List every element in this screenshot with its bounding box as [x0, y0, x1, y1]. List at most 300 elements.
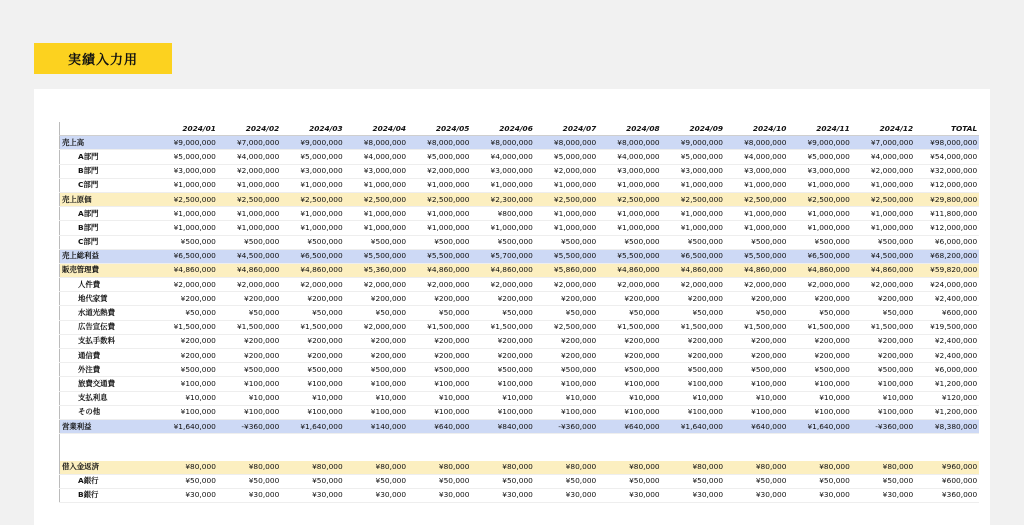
- empty-cell[interactable]: [281, 447, 344, 460]
- value-cell[interactable]: ¥5,500,000: [725, 249, 788, 263]
- value-cell[interactable]: ¥1,500,000: [408, 320, 471, 334]
- value-cell[interactable]: ¥50,000: [852, 306, 915, 320]
- value-cell[interactable]: ¥50,000: [218, 306, 281, 320]
- value-cell[interactable]: ¥200,000: [471, 334, 534, 348]
- value-cell[interactable]: ¥80,000: [598, 461, 661, 475]
- empty-cell[interactable]: [852, 447, 915, 460]
- value-cell[interactable]: ¥200,000: [535, 334, 598, 348]
- total-cell[interactable]: ¥6,000,000: [915, 235, 979, 249]
- value-cell[interactable]: ¥10,000: [535, 391, 598, 405]
- empty-cell[interactable]: [60, 434, 155, 448]
- empty-cell[interactable]: [725, 447, 788, 460]
- value-cell[interactable]: ¥4,860,000: [725, 263, 788, 277]
- value-cell[interactable]: ¥50,000: [408, 306, 471, 320]
- value-cell[interactable]: ¥1,000,000: [408, 207, 471, 221]
- empty-cell[interactable]: [662, 447, 725, 460]
- value-cell[interactable]: ¥100,000: [281, 405, 344, 419]
- empty-cell[interactable]: [852, 434, 915, 448]
- value-cell[interactable]: ¥50,000: [155, 306, 218, 320]
- value-cell[interactable]: ¥2,000,000: [535, 164, 598, 178]
- value-cell[interactable]: ¥9,000,000: [281, 136, 344, 150]
- empty-cell[interactable]: [788, 447, 851, 460]
- value-cell[interactable]: ¥1,000,000: [471, 178, 534, 192]
- total-cell[interactable]: ¥98,000,000: [915, 136, 979, 150]
- column-header[interactable]: 2024/03: [281, 122, 344, 136]
- value-cell[interactable]: ¥2,500,000: [852, 192, 915, 206]
- row-label-cell[interactable]: その他: [60, 405, 155, 419]
- empty-cell[interactable]: [788, 434, 851, 448]
- value-cell[interactable]: ¥5,500,000: [598, 249, 661, 263]
- value-cell[interactable]: ¥640,000: [725, 419, 788, 433]
- value-cell[interactable]: ¥140,000: [345, 419, 408, 433]
- value-cell[interactable]: ¥200,000: [725, 349, 788, 363]
- value-cell[interactable]: ¥200,000: [598, 292, 661, 306]
- value-cell[interactable]: ¥200,000: [345, 349, 408, 363]
- total-cell[interactable]: ¥32,000,000: [915, 164, 979, 178]
- value-cell[interactable]: ¥200,000: [471, 349, 534, 363]
- value-cell[interactable]: ¥1,000,000: [281, 178, 344, 192]
- value-cell[interactable]: ¥500,000: [788, 363, 851, 377]
- column-header[interactable]: 2024/02: [218, 122, 281, 136]
- value-cell[interactable]: ¥1,000,000: [155, 221, 218, 235]
- value-cell[interactable]: ¥80,000: [281, 461, 344, 475]
- value-cell[interactable]: ¥200,000: [852, 292, 915, 306]
- value-cell[interactable]: ¥1,640,000: [281, 419, 344, 433]
- total-cell[interactable]: ¥1,200,000: [915, 405, 979, 419]
- value-cell[interactable]: ¥500,000: [852, 363, 915, 377]
- empty-cell[interactable]: [598, 447, 661, 460]
- value-cell[interactable]: ¥30,000: [281, 488, 344, 502]
- total-cell[interactable]: ¥19,500,000: [915, 320, 979, 334]
- total-cell[interactable]: ¥960,000: [915, 461, 979, 475]
- value-cell[interactable]: ¥80,000: [852, 461, 915, 475]
- value-cell[interactable]: ¥1,000,000: [788, 178, 851, 192]
- value-cell[interactable]: ¥5,000,000: [408, 150, 471, 164]
- value-cell[interactable]: ¥1,500,000: [662, 320, 725, 334]
- value-cell[interactable]: ¥6,500,000: [281, 249, 344, 263]
- column-header[interactable]: 2024/08: [598, 122, 661, 136]
- value-cell[interactable]: ¥1,000,000: [535, 221, 598, 235]
- value-cell[interactable]: ¥1,000,000: [218, 178, 281, 192]
- value-cell[interactable]: ¥2,000,000: [218, 278, 281, 292]
- total-cell[interactable]: ¥2,400,000: [915, 292, 979, 306]
- value-cell[interactable]: ¥1,000,000: [598, 207, 661, 221]
- value-cell[interactable]: ¥1,640,000: [155, 419, 218, 433]
- value-cell[interactable]: ¥30,000: [725, 488, 788, 502]
- value-cell[interactable]: ¥1,000,000: [852, 221, 915, 235]
- value-cell[interactable]: ¥2,500,000: [535, 192, 598, 206]
- value-cell[interactable]: ¥30,000: [598, 488, 661, 502]
- row-label-cell[interactable]: 支払手数料: [60, 334, 155, 348]
- row-label-cell[interactable]: 売上原価: [60, 192, 155, 206]
- empty-cell[interactable]: [281, 434, 344, 448]
- row-label-cell[interactable]: 通信費: [60, 349, 155, 363]
- empty-cell[interactable]: [218, 434, 281, 448]
- value-cell[interactable]: ¥50,000: [535, 474, 598, 488]
- value-cell[interactable]: ¥1,500,000: [725, 320, 788, 334]
- value-cell[interactable]: ¥4,860,000: [788, 263, 851, 277]
- row-label-cell[interactable]: C部門: [60, 235, 155, 249]
- value-cell[interactable]: ¥80,000: [662, 461, 725, 475]
- column-header[interactable]: 2024/11: [788, 122, 851, 136]
- value-cell[interactable]: ¥5,000,000: [281, 150, 344, 164]
- value-cell[interactable]: ¥200,000: [852, 349, 915, 363]
- value-cell[interactable]: ¥100,000: [535, 405, 598, 419]
- value-cell[interactable]: ¥100,000: [471, 405, 534, 419]
- value-cell[interactable]: ¥50,000: [788, 306, 851, 320]
- value-cell[interactable]: ¥1,000,000: [345, 207, 408, 221]
- value-cell[interactable]: ¥500,000: [788, 235, 851, 249]
- column-header[interactable]: 2024/10: [725, 122, 788, 136]
- row-label-cell[interactable]: A銀行: [60, 474, 155, 488]
- value-cell[interactable]: ¥840,000: [471, 419, 534, 433]
- value-cell[interactable]: ¥2,000,000: [408, 164, 471, 178]
- value-cell[interactable]: ¥30,000: [788, 488, 851, 502]
- row-label-cell[interactable]: A部門: [60, 150, 155, 164]
- value-cell[interactable]: ¥500,000: [345, 363, 408, 377]
- value-cell[interactable]: ¥500,000: [408, 363, 471, 377]
- value-cell[interactable]: ¥3,000,000: [471, 164, 534, 178]
- value-cell[interactable]: ¥1,000,000: [535, 178, 598, 192]
- value-cell[interactable]: ¥1,000,000: [155, 207, 218, 221]
- empty-cell[interactable]: [408, 434, 471, 448]
- value-cell[interactable]: ¥10,000: [155, 391, 218, 405]
- value-cell[interactable]: ¥200,000: [218, 292, 281, 306]
- value-cell[interactable]: ¥500,000: [408, 235, 471, 249]
- value-cell[interactable]: ¥1,000,000: [788, 221, 851, 235]
- value-cell[interactable]: ¥2,000,000: [408, 278, 471, 292]
- value-cell[interactable]: ¥200,000: [408, 292, 471, 306]
- empty-cell[interactable]: [345, 434, 408, 448]
- value-cell[interactable]: ¥4,860,000: [598, 263, 661, 277]
- value-cell[interactable]: ¥1,500,000: [471, 320, 534, 334]
- value-cell[interactable]: ¥5,000,000: [662, 150, 725, 164]
- value-cell[interactable]: ¥10,000: [852, 391, 915, 405]
- value-cell[interactable]: ¥3,000,000: [155, 164, 218, 178]
- value-cell[interactable]: ¥4,500,000: [218, 249, 281, 263]
- value-cell[interactable]: ¥30,000: [535, 488, 598, 502]
- value-cell[interactable]: ¥1,500,000: [281, 320, 344, 334]
- value-cell[interactable]: ¥100,000: [725, 377, 788, 391]
- value-cell[interactable]: ¥100,000: [662, 405, 725, 419]
- value-cell[interactable]: ¥5,700,000: [471, 249, 534, 263]
- value-cell[interactable]: ¥50,000: [852, 474, 915, 488]
- value-cell[interactable]: ¥100,000: [281, 377, 344, 391]
- total-cell[interactable]: ¥54,000,000: [915, 150, 979, 164]
- row-label-cell[interactable]: 外注費: [60, 363, 155, 377]
- value-cell[interactable]: ¥1,000,000: [662, 221, 725, 235]
- value-cell[interactable]: ¥80,000: [155, 461, 218, 475]
- value-cell[interactable]: ¥100,000: [408, 377, 471, 391]
- value-cell[interactable]: ¥500,000: [155, 235, 218, 249]
- value-cell[interactable]: ¥1,000,000: [281, 221, 344, 235]
- value-cell[interactable]: ¥50,000: [281, 306, 344, 320]
- value-cell[interactable]: ¥200,000: [852, 334, 915, 348]
- row-label-cell[interactable]: 売上総利益: [60, 249, 155, 263]
- value-cell[interactable]: ¥4,500,000: [852, 249, 915, 263]
- row-label-cell[interactable]: 支払利息: [60, 391, 155, 405]
- value-cell[interactable]: ¥200,000: [345, 334, 408, 348]
- value-cell[interactable]: ¥200,000: [662, 292, 725, 306]
- value-cell[interactable]: ¥500,000: [471, 235, 534, 249]
- value-cell[interactable]: ¥1,000,000: [155, 178, 218, 192]
- value-cell[interactable]: ¥500,000: [471, 363, 534, 377]
- value-cell[interactable]: ¥2,000,000: [345, 320, 408, 334]
- column-header[interactable]: 2024/04: [345, 122, 408, 136]
- row-label-cell[interactable]: 売上高: [60, 136, 155, 150]
- value-cell[interactable]: ¥9,000,000: [155, 136, 218, 150]
- value-cell[interactable]: ¥30,000: [662, 488, 725, 502]
- value-cell[interactable]: ¥5,500,000: [408, 249, 471, 263]
- value-cell[interactable]: ¥1,000,000: [408, 221, 471, 235]
- total-cell[interactable]: ¥29,800,000: [915, 192, 979, 206]
- value-cell[interactable]: ¥1,000,000: [852, 207, 915, 221]
- total-cell[interactable]: ¥600,000: [915, 306, 979, 320]
- empty-cell[interactable]: [60, 447, 155, 460]
- value-cell[interactable]: ¥50,000: [725, 474, 788, 488]
- value-cell[interactable]: ¥2,000,000: [662, 278, 725, 292]
- empty-cell[interactable]: [662, 434, 725, 448]
- value-cell[interactable]: ¥3,000,000: [281, 164, 344, 178]
- value-cell[interactable]: ¥2,500,000: [218, 192, 281, 206]
- value-cell[interactable]: ¥1,000,000: [788, 207, 851, 221]
- column-header[interactable]: TOTAL: [915, 122, 979, 136]
- value-cell[interactable]: ¥4,000,000: [471, 150, 534, 164]
- empty-cell[interactable]: [345, 447, 408, 460]
- value-cell[interactable]: ¥500,000: [155, 363, 218, 377]
- value-cell[interactable]: ¥2,000,000: [471, 278, 534, 292]
- value-cell[interactable]: ¥10,000: [408, 391, 471, 405]
- value-cell[interactable]: ¥7,000,000: [218, 136, 281, 150]
- value-cell[interactable]: ¥200,000: [788, 292, 851, 306]
- value-cell[interactable]: ¥100,000: [598, 405, 661, 419]
- value-cell[interactable]: ¥6,500,000: [788, 249, 851, 263]
- value-cell[interactable]: ¥30,000: [852, 488, 915, 502]
- value-cell[interactable]: ¥500,000: [725, 363, 788, 377]
- value-cell[interactable]: ¥80,000: [471, 461, 534, 475]
- value-cell[interactable]: ¥200,000: [535, 349, 598, 363]
- value-cell[interactable]: ¥1,000,000: [471, 221, 534, 235]
- value-cell[interactable]: ¥8,000,000: [408, 136, 471, 150]
- empty-cell[interactable]: [725, 434, 788, 448]
- value-cell[interactable]: ¥500,000: [218, 235, 281, 249]
- value-cell[interactable]: ¥80,000: [725, 461, 788, 475]
- value-cell[interactable]: ¥4,860,000: [662, 263, 725, 277]
- value-cell[interactable]: ¥1,000,000: [218, 207, 281, 221]
- value-cell[interactable]: ¥100,000: [852, 377, 915, 391]
- value-cell[interactable]: ¥4,860,000: [852, 263, 915, 277]
- value-cell[interactable]: ¥100,000: [408, 405, 471, 419]
- row-label-cell[interactable]: 広告宣伝費: [60, 320, 155, 334]
- value-cell[interactable]: ¥200,000: [662, 349, 725, 363]
- value-cell[interactable]: ¥1,500,000: [852, 320, 915, 334]
- value-cell[interactable]: ¥5,860,000: [535, 263, 598, 277]
- value-cell[interactable]: ¥1,000,000: [535, 207, 598, 221]
- value-cell[interactable]: ¥50,000: [725, 306, 788, 320]
- value-cell[interactable]: ¥2,000,000: [598, 278, 661, 292]
- value-cell[interactable]: ¥1,000,000: [662, 207, 725, 221]
- value-cell[interactable]: ¥5,000,000: [788, 150, 851, 164]
- value-cell[interactable]: ¥200,000: [725, 292, 788, 306]
- empty-cell[interactable]: [535, 434, 598, 448]
- value-cell[interactable]: ¥10,000: [345, 391, 408, 405]
- value-cell[interactable]: ¥2,000,000: [218, 164, 281, 178]
- total-cell[interactable]: ¥12,000,000: [915, 178, 979, 192]
- value-cell[interactable]: ¥8,000,000: [725, 136, 788, 150]
- value-cell[interactable]: ¥4,860,000: [281, 263, 344, 277]
- value-cell[interactable]: ¥2,000,000: [852, 164, 915, 178]
- value-cell[interactable]: ¥50,000: [471, 306, 534, 320]
- value-cell[interactable]: ¥50,000: [535, 306, 598, 320]
- value-cell[interactable]: ¥1,000,000: [598, 178, 661, 192]
- value-cell[interactable]: ¥80,000: [408, 461, 471, 475]
- value-cell[interactable]: ¥2,500,000: [535, 320, 598, 334]
- value-cell[interactable]: ¥100,000: [598, 377, 661, 391]
- value-cell[interactable]: ¥50,000: [218, 474, 281, 488]
- value-cell[interactable]: ¥200,000: [725, 334, 788, 348]
- value-cell[interactable]: ¥200,000: [662, 334, 725, 348]
- value-cell[interactable]: ¥80,000: [788, 461, 851, 475]
- value-cell[interactable]: ¥200,000: [598, 349, 661, 363]
- value-cell[interactable]: ¥1,000,000: [281, 207, 344, 221]
- value-cell[interactable]: ¥200,000: [598, 334, 661, 348]
- value-cell[interactable]: ¥5,500,000: [535, 249, 598, 263]
- value-cell[interactable]: ¥200,000: [345, 292, 408, 306]
- value-cell[interactable]: ¥10,000: [788, 391, 851, 405]
- total-cell[interactable]: ¥120,000: [915, 391, 979, 405]
- column-header[interactable]: 2024/06: [471, 122, 534, 136]
- value-cell[interactable]: ¥5,500,000: [345, 249, 408, 263]
- value-cell[interactable]: ¥500,000: [725, 235, 788, 249]
- value-cell[interactable]: ¥4,860,000: [218, 263, 281, 277]
- value-cell[interactable]: ¥100,000: [788, 377, 851, 391]
- value-cell[interactable]: ¥2,000,000: [155, 278, 218, 292]
- value-cell[interactable]: ¥6,500,000: [155, 249, 218, 263]
- total-cell[interactable]: ¥360,000: [915, 488, 979, 502]
- value-cell[interactable]: ¥50,000: [155, 474, 218, 488]
- value-cell[interactable]: ¥200,000: [408, 349, 471, 363]
- total-cell[interactable]: ¥68,200,000: [915, 249, 979, 263]
- value-cell[interactable]: ¥100,000: [345, 377, 408, 391]
- value-cell[interactable]: ¥10,000: [281, 391, 344, 405]
- value-cell[interactable]: -¥360,000: [852, 419, 915, 433]
- empty-cell[interactable]: [471, 447, 534, 460]
- value-cell[interactable]: ¥4,000,000: [598, 150, 661, 164]
- column-header[interactable]: 2024/05: [408, 122, 471, 136]
- value-cell[interactable]: ¥200,000: [155, 349, 218, 363]
- value-cell[interactable]: ¥2,000,000: [725, 278, 788, 292]
- row-label-cell[interactable]: B銀行: [60, 488, 155, 502]
- value-cell[interactable]: ¥500,000: [281, 363, 344, 377]
- value-cell[interactable]: ¥4,000,000: [725, 150, 788, 164]
- value-cell[interactable]: ¥50,000: [662, 474, 725, 488]
- value-cell[interactable]: ¥500,000: [598, 363, 661, 377]
- value-cell[interactable]: ¥3,000,000: [598, 164, 661, 178]
- value-cell[interactable]: ¥200,000: [788, 349, 851, 363]
- total-cell[interactable]: ¥59,820,000: [915, 263, 979, 277]
- value-cell[interactable]: ¥2,000,000: [852, 278, 915, 292]
- value-cell[interactable]: ¥50,000: [662, 306, 725, 320]
- value-cell[interactable]: ¥1,000,000: [598, 221, 661, 235]
- value-cell[interactable]: ¥30,000: [155, 488, 218, 502]
- row-label-cell[interactable]: 借入金返済: [60, 461, 155, 475]
- value-cell[interactable]: ¥500,000: [345, 235, 408, 249]
- value-cell[interactable]: ¥500,000: [535, 235, 598, 249]
- value-cell[interactable]: ¥500,000: [535, 363, 598, 377]
- value-cell[interactable]: ¥10,000: [598, 391, 661, 405]
- value-cell[interactable]: ¥1,000,000: [852, 178, 915, 192]
- column-header[interactable]: 2024/07: [535, 122, 598, 136]
- value-cell[interactable]: ¥1,000,000: [725, 207, 788, 221]
- value-cell[interactable]: ¥8,000,000: [535, 136, 598, 150]
- value-cell[interactable]: ¥200,000: [281, 292, 344, 306]
- total-cell[interactable]: ¥6,000,000: [915, 363, 979, 377]
- value-cell[interactable]: ¥30,000: [408, 488, 471, 502]
- row-label-cell[interactable]: A部門: [60, 207, 155, 221]
- value-cell[interactable]: ¥200,000: [408, 334, 471, 348]
- column-header[interactable]: 2024/09: [662, 122, 725, 136]
- row-label-cell[interactable]: 旅費交通費: [60, 377, 155, 391]
- value-cell[interactable]: ¥100,000: [218, 405, 281, 419]
- value-cell[interactable]: ¥5,000,000: [155, 150, 218, 164]
- row-label-cell[interactable]: 人件費: [60, 278, 155, 292]
- empty-cell[interactable]: [598, 434, 661, 448]
- value-cell[interactable]: ¥1,000,000: [662, 178, 725, 192]
- value-cell[interactable]: ¥1,500,000: [788, 320, 851, 334]
- value-cell[interactable]: ¥50,000: [281, 474, 344, 488]
- value-cell[interactable]: ¥200,000: [281, 349, 344, 363]
- empty-cell[interactable]: [471, 434, 534, 448]
- value-cell[interactable]: ¥100,000: [155, 377, 218, 391]
- value-cell[interactable]: ¥200,000: [218, 349, 281, 363]
- value-cell[interactable]: ¥8,000,000: [471, 136, 534, 150]
- value-cell[interactable]: -¥360,000: [218, 419, 281, 433]
- value-cell[interactable]: ¥80,000: [535, 461, 598, 475]
- value-cell[interactable]: ¥1,640,000: [662, 419, 725, 433]
- value-cell[interactable]: ¥100,000: [662, 377, 725, 391]
- value-cell[interactable]: ¥2,000,000: [281, 278, 344, 292]
- row-label-cell[interactable]: B部門: [60, 221, 155, 235]
- value-cell[interactable]: ¥800,000: [471, 207, 534, 221]
- value-cell[interactable]: ¥2,500,000: [345, 192, 408, 206]
- total-cell[interactable]: ¥12,000,000: [915, 221, 979, 235]
- value-cell[interactable]: ¥500,000: [281, 235, 344, 249]
- value-cell[interactable]: ¥80,000: [218, 461, 281, 475]
- value-cell[interactable]: ¥640,000: [598, 419, 661, 433]
- column-header[interactable]: 2024/12: [852, 122, 915, 136]
- value-cell[interactable]: ¥10,000: [725, 391, 788, 405]
- value-cell[interactable]: ¥10,000: [218, 391, 281, 405]
- value-cell[interactable]: ¥4,000,000: [345, 150, 408, 164]
- row-label-cell[interactable]: C部門: [60, 178, 155, 192]
- value-cell[interactable]: ¥1,000,000: [725, 178, 788, 192]
- value-cell[interactable]: ¥500,000: [218, 363, 281, 377]
- empty-cell[interactable]: [218, 447, 281, 460]
- value-cell[interactable]: ¥100,000: [218, 377, 281, 391]
- value-cell[interactable]: ¥100,000: [535, 377, 598, 391]
- value-cell[interactable]: ¥500,000: [598, 235, 661, 249]
- value-cell[interactable]: ¥8,000,000: [345, 136, 408, 150]
- column-header[interactable]: 2024/01: [155, 122, 218, 136]
- value-cell[interactable]: ¥3,000,000: [725, 164, 788, 178]
- value-cell[interactable]: ¥2,500,000: [662, 192, 725, 206]
- value-cell[interactable]: ¥7,000,000: [852, 136, 915, 150]
- value-cell[interactable]: ¥50,000: [471, 474, 534, 488]
- value-cell[interactable]: ¥200,000: [788, 334, 851, 348]
- value-cell[interactable]: ¥6,500,000: [662, 249, 725, 263]
- value-cell[interactable]: ¥200,000: [281, 334, 344, 348]
- value-cell[interactable]: ¥200,000: [155, 292, 218, 306]
